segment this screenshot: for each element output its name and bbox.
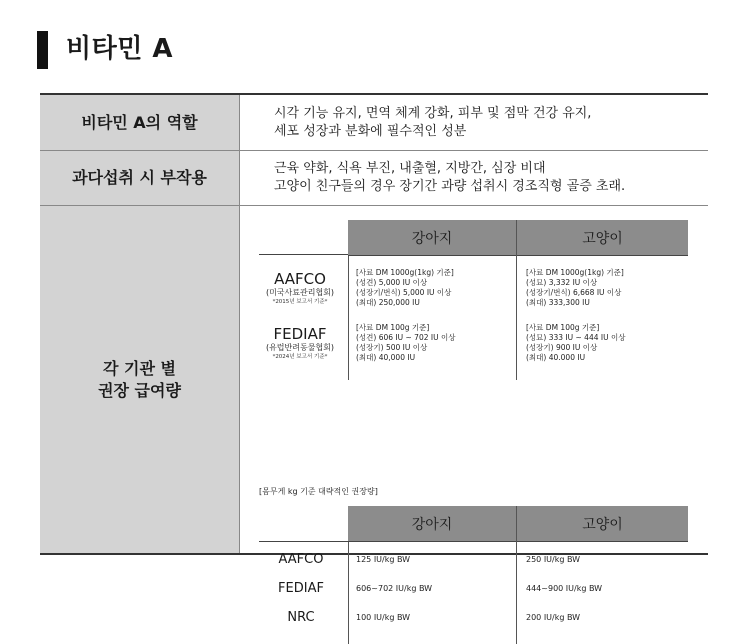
row-label-role: 비타민 A의 역할 (40, 95, 240, 150)
row-value-overdose (274, 151, 708, 205)
row-recommend (40, 206, 708, 625)
table1-header-dog: 강아지 (348, 220, 516, 255)
divider (516, 220, 517, 380)
table1-org-aafco: AAFCO (미국사료관리협회) *2015년 보고서 기준* (265, 270, 335, 305)
divider (348, 256, 349, 380)
role-line-2: 세포 성장과 분화에 필수적인 성분 (274, 123, 467, 139)
table1-cell-aafco-cat: [사료 DM 1000g(1kg) 기준] (성묘) 3,332 IU 이상 (성장기/번식) 6,668 IU 이상 (최대) 333,300 IU (526, 268, 624, 307)
recommend-label-line-1: 각 기관 별 (103, 358, 176, 378)
table2-header-dog: 강아지 (348, 506, 516, 541)
table1-org-fediaf: FEDIAF (유럽반려동물협회) *2024년 보고서 기준* (265, 325, 335, 360)
table2-cell-aafco-cat: 250 IU/kg BW (526, 555, 581, 564)
recommend-label-line-2: 권장 급여량 (98, 380, 181, 400)
row-value-role (274, 95, 708, 150)
table1-cell-fediaf-cat: [사료 DM 100g 기준] (성묘) 333 IU ~ 444 IU 이상 (성장기) 900 IU 이상 (최대) 40.000 IU (526, 323, 626, 362)
table2-header-cat: 고양이 (517, 506, 688, 541)
divider (259, 541, 348, 542)
title-marker (37, 31, 48, 69)
table1-cell-aafco-dog: [사료 DM 1000g(1kg) 기준] (성견) 5,000 IU 이상 (성장기/번식) 5,000 IU 이상 (최대) 250,000 IU (356, 268, 454, 307)
divider (348, 255, 688, 256)
divider (259, 254, 348, 255)
row-label-recommend (40, 206, 240, 553)
overdose-line-1: 근육 약화, 식욕 부진, 내출혈, 지방간, 심장 비대 (274, 161, 546, 176)
table2-org-nrc: NRC (287, 610, 315, 625)
row-role (40, 95, 708, 151)
table2-org-aafco: AAFCO (278, 552, 324, 567)
info-table (40, 93, 708, 625)
role-line-1: 시각 기능 유지, 면역 체계 강화, 피부 및 점막 건강 유지, (274, 105, 592, 121)
table2-cell-fediaf-dog: 606~702 IU/kg BW (356, 584, 433, 593)
row-overdose (40, 151, 708, 206)
table1-cell-fediaf-dog: [사료 DM 100g 기준] (성견) 606 IU ~ 702 IU 이상 (성장기) 500 IU 이상 (최대) 40,000 IU (356, 323, 456, 362)
page-title: 비타민 A (66, 34, 174, 64)
table2-cell-fediaf-cat: 444~900 IU/kg BW (526, 584, 603, 593)
table2-cell-nrc-dog: 100 IU/kg BW (356, 613, 411, 622)
table2-cell-nrc-cat: 200 IU/kg BW (526, 613, 581, 622)
divider (348, 542, 349, 644)
divider (348, 541, 688, 542)
table1-header-cat: 고양이 (517, 220, 688, 255)
note-kg: [몸무게 kg 기준 대략적인 권장량] (259, 487, 378, 496)
row-label-overdose: 과다섭취 시 부작용 (40, 151, 240, 205)
table2-cell-aafco-dog: 125 IU/kg BW (356, 555, 411, 564)
overdose-line-2: 고양이 친구들의 경우 장기간 과량 섭취시 경조직형 골증 초래. (274, 179, 626, 194)
divider (516, 506, 517, 644)
table2-org-fediaf: FEDIAF (278, 581, 324, 596)
